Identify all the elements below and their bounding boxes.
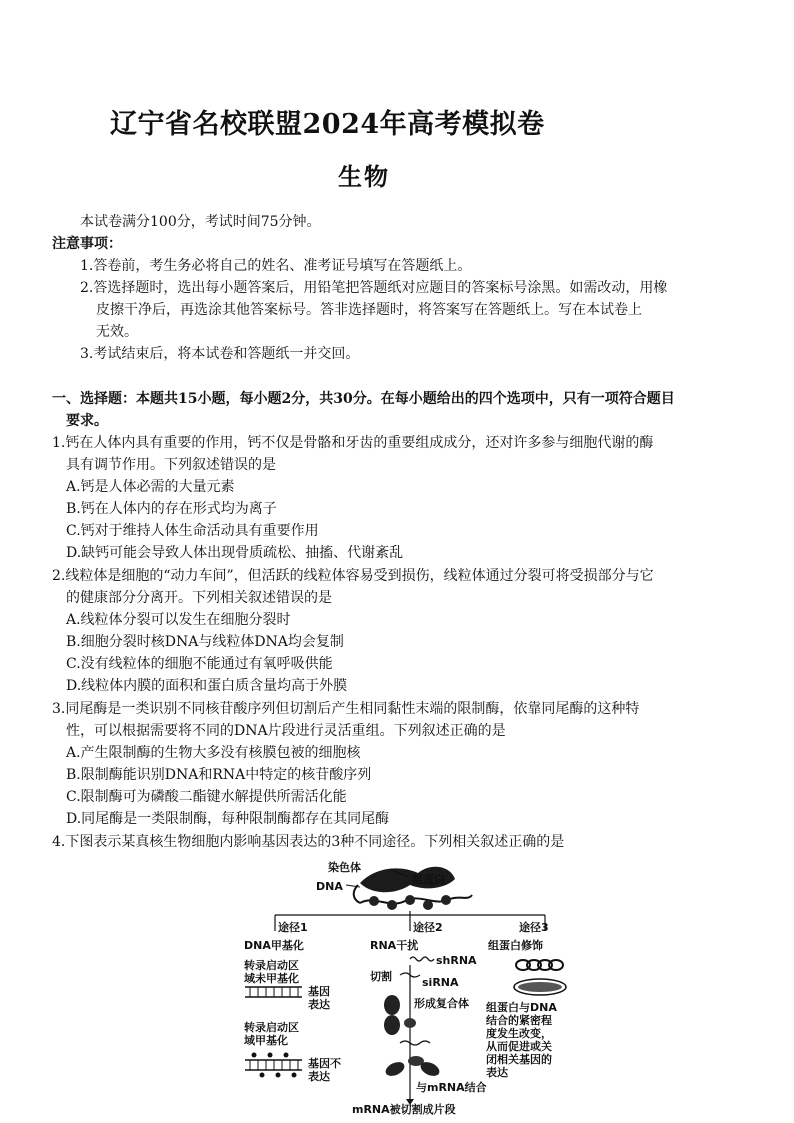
question-3-option-d: D.同尾酶是一类限制酶，每种限制酶都存在其同尾酶 <box>66 811 390 827</box>
question-3-option-c: C.限制酶可为磷酸二酯键水解提供所需活化能 <box>66 789 347 805</box>
gene-expression-figure <box>240 855 580 1117</box>
question-3-stem: 3.同尾酶是一类识别不同核苷酸序列但切割后产生相同黏性末端的限制酶，依靠同尾酶的这种特 <box>52 701 640 717</box>
question-1-stem-cont: 具有调节作用。下列叙述错误的是 <box>66 457 276 473</box>
notice-item-2-cont: 皮擦干净后，再选涂其他答案标号。答非选择题时，将答案写在答题纸上。写在本试卷上 <box>96 302 642 318</box>
unmethylated-gene-ladder <box>245 987 302 997</box>
label-gene-expressed: 基因表达 <box>308 985 330 1011</box>
notice-item-2-end: 无效。 <box>96 324 138 340</box>
question-1-option-c: C.钙对于维持人体生命活动具有重要作用 <box>66 523 319 539</box>
label-rna-interference: RNA干扰 <box>370 939 419 952</box>
label-gene-not-expressed: 基因不表达 <box>308 1057 341 1083</box>
section-heading-cont: 要求。 <box>66 413 108 429</box>
question-4-stem: 4.下图表示某真核生物细胞内影响基因表达的3种不同途径。下列相关叙述正确的是 <box>52 834 565 850</box>
question-1-option-b: B.钙在人体内的存在形式均为离子 <box>66 501 277 517</box>
notice-item-1: 1.答卷前，考生务必将自己的姓名、准考证号填写在答题纸上。 <box>80 258 472 274</box>
label-mrna-cleaved: mRNA被切割成片段 <box>352 1103 456 1116</box>
label-chromosome: 染色体 <box>328 861 361 874</box>
exam-title: 辽宁省名校联盟2024年高考模拟卷 <box>110 109 545 140</box>
notice-item-2: 2.答选择题时，选出每小题答案后，用铅笔把答题纸对应题目的答案标号涂黑。如需改动，用橡 <box>80 280 668 296</box>
label-unmethylated-promoter: 转录启动区域未甲基化 <box>244 959 299 985</box>
question-2-stem: 2.线粒体是细胞的“动力车间”，但活跃的线粒体容易受到损伤，线粒体通过分裂可将受损部分与它 <box>52 568 654 584</box>
label-histone-modification: 组蛋白修饰 <box>488 939 543 952</box>
question-3-stem-cont: 性，可以根据需要将不同的DNA片段进行灵活重组。下列叙述正确的是 <box>66 723 506 739</box>
section-heading: 一、选择题：本题共15小题，每小题2分，共30分。在每小题给出的四个选项中，只有一项符合题目 <box>52 391 675 407</box>
question-3-option-b: B.限制酶能识别DNA和RNA中特定的核苷酸序列 <box>66 767 372 783</box>
question-2-stem-cont: 的健康部分分离开。下列相关叙述错误的是 <box>66 590 332 606</box>
notice-item-3: 3.考试结束后，将本试卷和答题纸一并交回。 <box>80 346 360 362</box>
label-dna: DNA <box>316 880 343 893</box>
histone-coil <box>514 960 566 995</box>
chromosome-drawing <box>346 867 472 910</box>
label-path-2: 途径2 <box>413 921 443 934</box>
question-1-stem: 1.钙在人体内具有重要的作用，钙不仅是骨骼和牙齿的重要组成成分，还对许多参与细胞代谢的酶 <box>52 435 654 451</box>
notice-title: 注意事项： <box>52 236 122 252</box>
label-path-3: 途径3 <box>519 921 549 934</box>
label-shrna: shRNA <box>436 954 477 967</box>
subject-title: 生物 <box>338 162 390 191</box>
question-1-option-d: D.缺钙可能会导致人体出现骨质疏松、抽搐、代谢紊乱 <box>66 545 404 561</box>
question-2-option-d: D.线粒体内膜的面积和蛋白质含量均高于外膜 <box>66 678 348 694</box>
question-2-option-c: C.没有线粒体的细胞不能通过有氧呼吸供能 <box>66 656 333 672</box>
label-bind-mrna: 与mRNA结合 <box>416 1081 487 1094</box>
label-histone-description: 组蛋白与DNA结合的紧密程度发生改变，从而促进或关闭相关基因的表达 <box>486 1001 557 1079</box>
label-dna-methylation: DNA甲基化 <box>244 939 304 952</box>
label-methylated-promoter: 转录启动区域甲基化 <box>244 1021 299 1047</box>
label-path-1: 途径1 <box>278 921 308 934</box>
question-2-option-a: A.线粒体分裂可以发生在细胞分裂时 <box>66 612 291 628</box>
question-2-option-b: B.细胞分裂时核DNA与线粒体DNA均会复制 <box>66 634 344 650</box>
label-histone: 组蛋白 <box>412 873 445 886</box>
score-line: 本试卷满分100分，考试时间75分钟。 <box>80 214 321 230</box>
question-1-option-a: A.钙是人体必需的大量元素 <box>66 479 235 495</box>
label-cut: 切割 <box>370 970 392 983</box>
label-sirna: siRNA <box>422 976 459 989</box>
methylated-gene-ladder <box>245 1053 302 1078</box>
label-form-complex: 形成复合体 <box>414 997 469 1010</box>
question-3-option-a: A.产生限制酶的生物大多没有核膜包被的细胞核 <box>66 745 361 761</box>
